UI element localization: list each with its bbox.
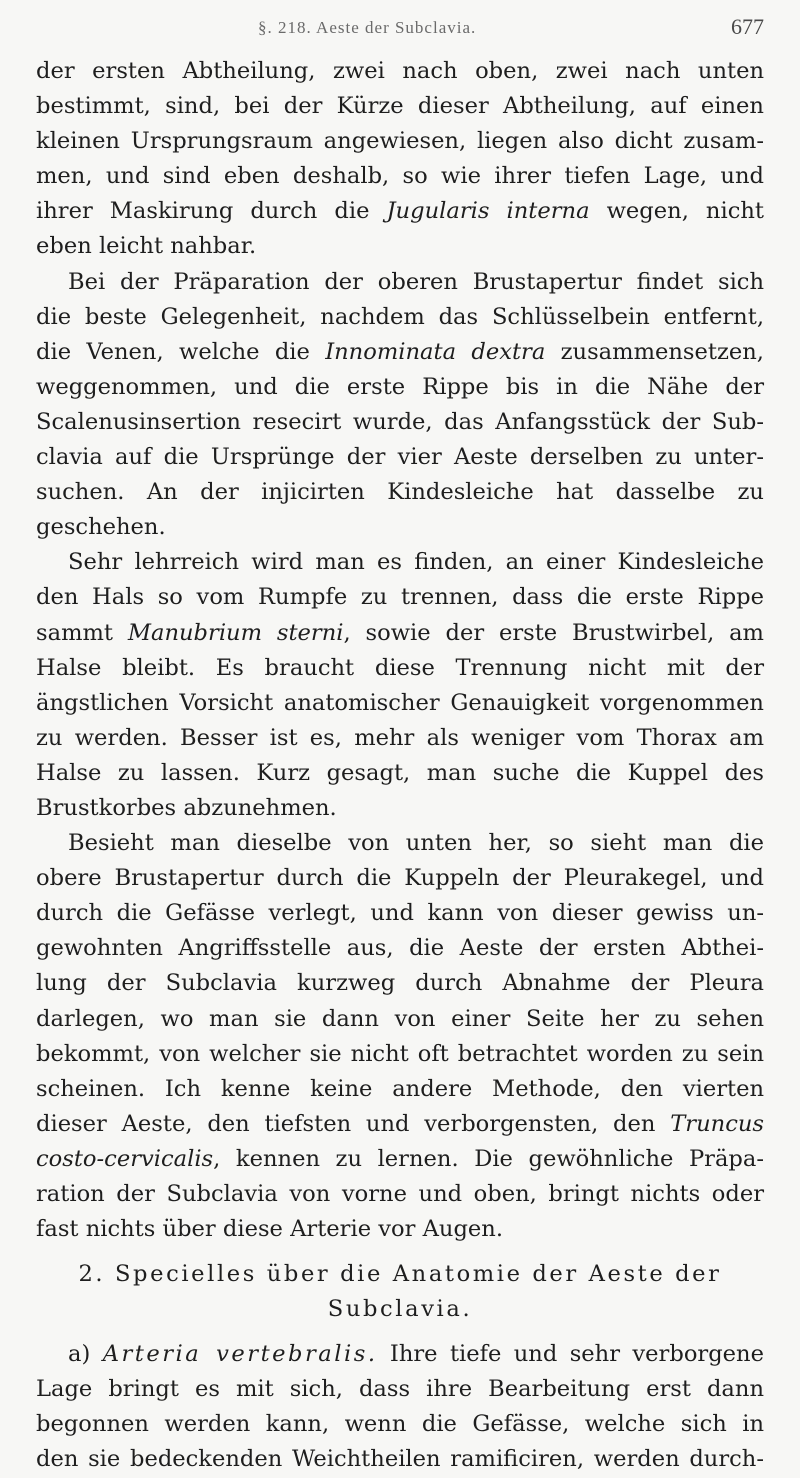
text-line: men, und sind eben deshalb, so wie ihrer tiefen Lage, und [36,163,764,190]
text-line [36,1142,764,1177]
text-line: Halse zu lassen. Kurz gesagt, man suche die Kuppel des [36,759,764,786]
text-line: den Hals so vom Rumpfe zu trennen, dass die erste Rippe [36,584,764,611]
section-heading [36,1257,764,1327]
text-span: ihrer Maskirung durch die [36,198,387,225]
italic-term: Truncus [670,1110,764,1137]
text-line: Sehr lehrreich wird man es finden, an einer Kindesleiche [68,549,764,576]
italic-term: Jugularis interna [386,198,590,225]
text-line: die beste Gelegenheit, nachdem das Schlüsselbein entfernt, [36,303,764,330]
text-span: Ihre tiefe und sehr verborgene [377,1341,764,1368]
text-span: zusammensetzen, [545,338,764,365]
text-line: scheinen. Ich kenne keine andere Methode, den vierten [36,1075,764,1102]
text-line: Bei der Präparation der oberen Brustapertur findet sich [68,268,764,295]
text-line: Scalenusinsertion resecirt wurde, das Anfangsstück der Sub- [36,408,764,435]
page-header [36,10,764,40]
text-line [36,194,764,229]
text-line: bekommt, von welcher sie nicht oft betrachtet worden zu sein [36,1040,764,1067]
text-span: die Venen, welche die [36,338,326,365]
running-title: §. 218. Aeste der Subclavia. [258,18,477,37]
text-line: kleinen Ursprungsraum angewiesen, liegen also dicht zusam- [36,128,764,155]
text-line: begonnen werden kann, wenn die Gefässe, welche sich in [36,1411,764,1438]
text-span: dieser Aeste, den tiefsten und verborgensten, den [36,1110,671,1137]
text-span: , sowie der erste Brustwirbel, am [343,619,764,646]
text-line [36,616,764,651]
italic-term: Innominata dextra [325,338,546,365]
section-heading-line: 2. Specielles über die Anatomie der Aeste der [78,1261,722,1288]
text-line: clavia auf die Ursprünge der vier Aeste derselben zu unter- [36,444,764,471]
text-line: bestimmt, sind, bei der Kürze dieser Abtheilung, auf einen [36,93,764,120]
text-line: fast nichts über diese Arterie vor Augen. [36,1216,504,1243]
text-line: Lage bringt es mit sich, dass ihre Bearbeitung erst dann [36,1376,764,1403]
text-line: darlegen, wo man sie dann von einer Seite her zu sehen [36,1005,764,1032]
italic-term: Manubrium sterni [127,619,344,646]
text-line: den sie bedeckenden Weichtheilen ramificiren, werden durch- [36,1446,764,1473]
text-line: der ersten Abtheilung, zwei nach oben, zwei nach unten [36,58,764,84]
list-marker: a) [68,1341,103,1368]
text-line: eben leicht nahbar. [36,233,257,260]
italic-term: costo-cervicalis [36,1145,214,1172]
section-heading-line: Subclavia. [327,1296,473,1323]
text-line [36,1337,764,1372]
text-line: ängstlichen Vorsicht anatomischer Genauigkeit vorgenommen [36,689,764,716]
text-line: Halse bleibt. Es braucht diese Trennung nicht mit der [36,654,764,681]
text-line: obere Brustapertur durch die Kuppeln der Pleurakegel, und [36,865,764,892]
text-line: durch die Gefässe verlegt, und kann von dieser gewiss un- [36,900,764,927]
text-line: geschehen. [36,514,166,541]
page-number: 677 [731,14,764,39]
book-page [36,10,764,1478]
text-line: ration der Subclavia von vorne und oben, bringt nichts oder [36,1181,764,1207]
text-line: Besieht man dieselbe von unten her, so sieht man die [68,830,764,857]
text-line: suchen. An der injicirten Kindesleiche hat dasselbe zu [36,479,764,506]
subsection-title: Arteria vertebralis. [102,1341,378,1368]
text-span: sammt [36,619,128,646]
text-span: wegen, nicht [589,198,764,225]
page-body [36,54,764,1478]
text-line: weggenommen, und die erste Rippe bis in die Nähe der [36,373,764,400]
text-line [36,1107,764,1142]
text-line: zu werden. Besser ist es, mehr als weniger vom Thorax am [36,724,764,751]
text-line: lung der Subclavia kurzweg durch Abnahme der Pleura [36,970,764,997]
text-span: , kennen zu lernen. Die gewöhnliche Präpa- [213,1145,764,1172]
text-line: gewohnten Angriffsstelle aus, die Aeste der ersten Abthei- [36,935,764,962]
text-line: Brustkorbes abzunehmen. [36,794,337,821]
text-line [36,335,764,370]
